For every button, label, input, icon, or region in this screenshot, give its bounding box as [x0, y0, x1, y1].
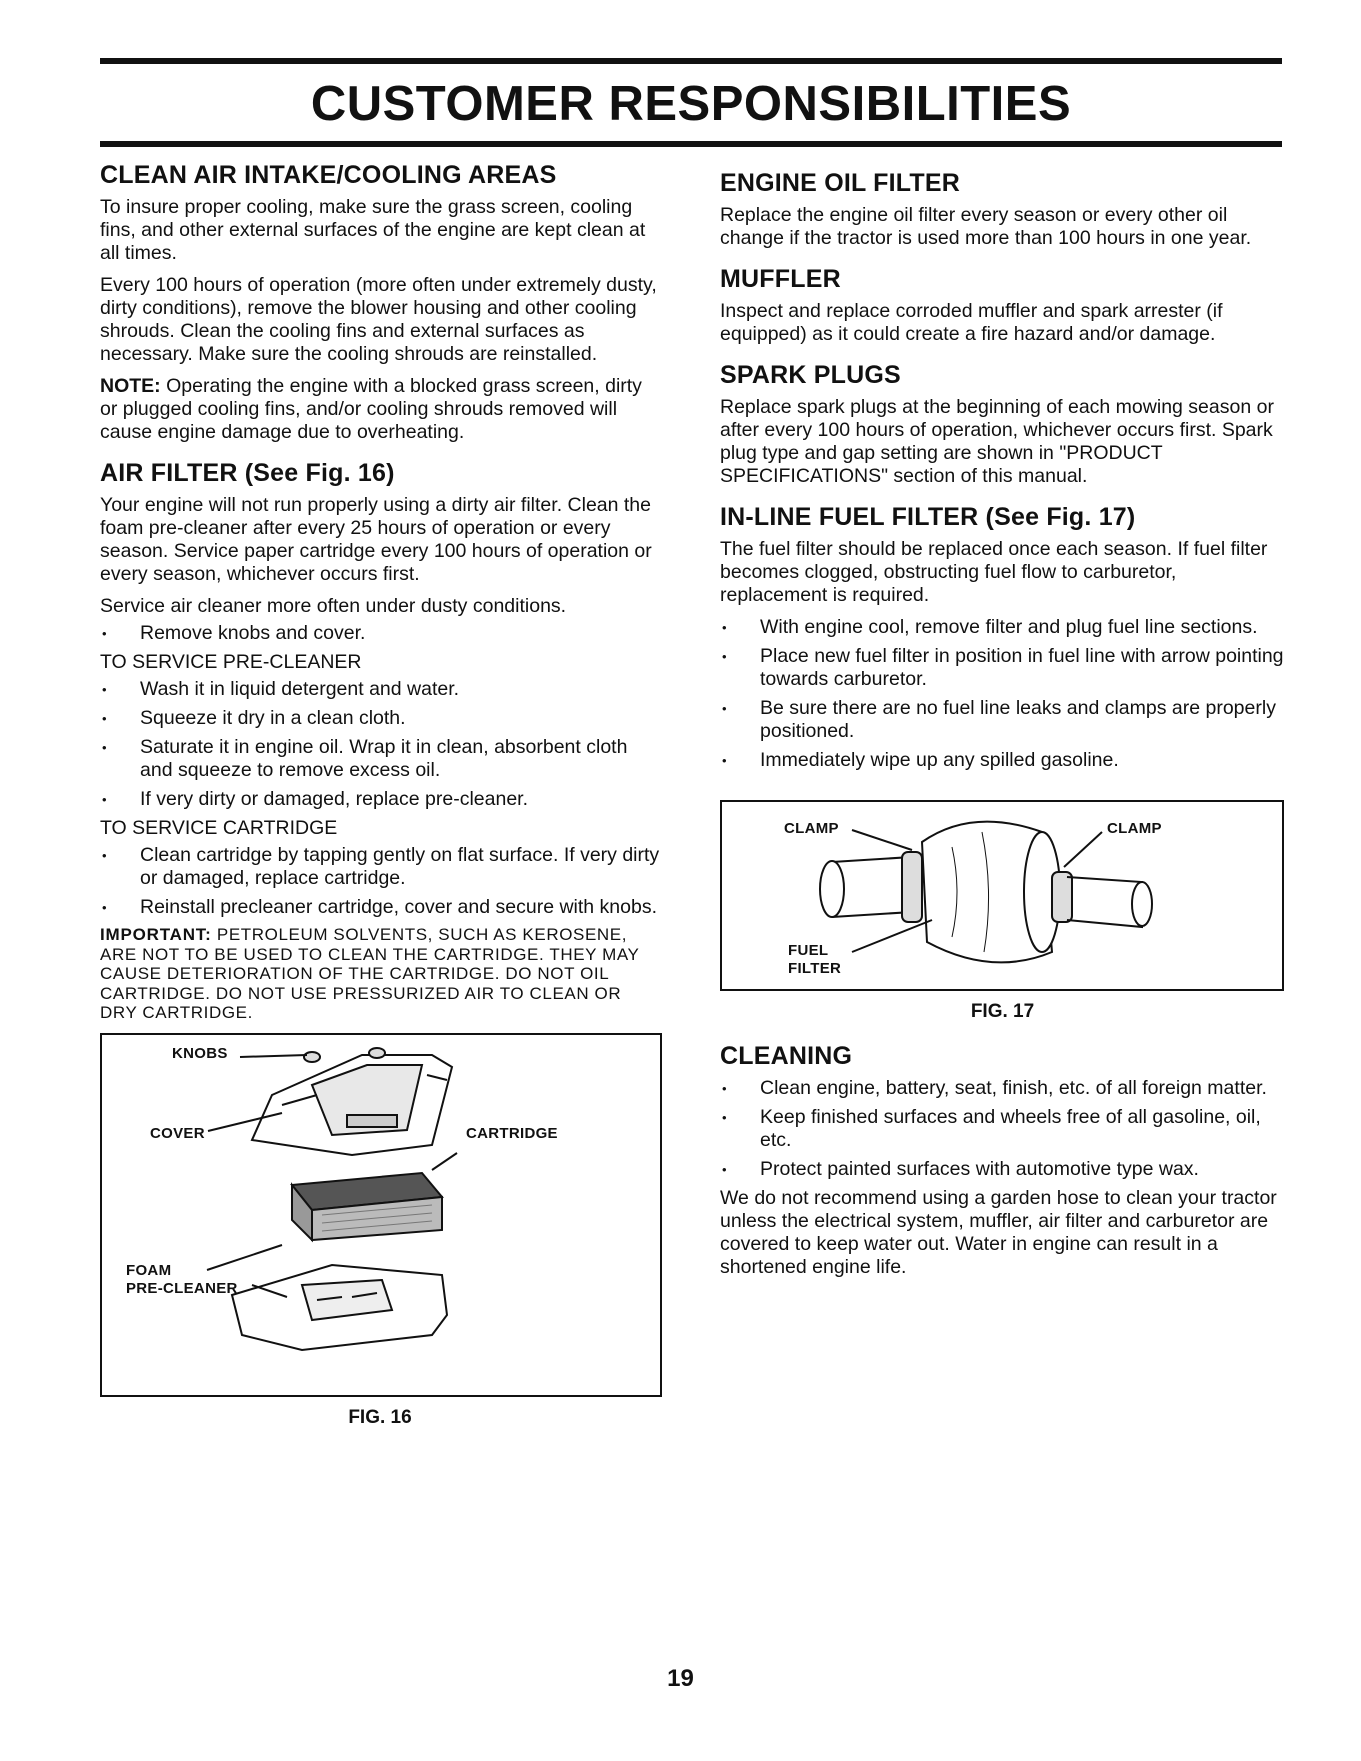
note-label: NOTE:	[100, 375, 161, 397]
section-heading-inline-fuel-filter: IN-LINE FUEL FILTER (See Fig. 17)	[720, 503, 1136, 531]
label-cartridge: CARTRIDGE	[466, 1124, 558, 1142]
air-filter-bullets-1	[100, 622, 660, 645]
list-item: • Squeeze it dry in a clean cloth.	[100, 707, 660, 730]
label-clamp-right: CLAMP	[1107, 820, 1162, 837]
subheading-service-precleaner: TO SERVICE PRE-CLEANER	[100, 651, 362, 673]
right-column	[720, 160, 1285, 1288]
list-item: • Clean cartridge by tapping gently on flat surface. If very dirty or damaged, replace cartridge.	[100, 844, 660, 890]
figure-17-caption: FIG. 17	[970, 1001, 1035, 1022]
oil-filter-paragraph: Replace the engine oil filter every season or every other oil change if the tractor is used more than 100 hours in one year.	[720, 204, 1252, 249]
cleaning-paragraph: We do not recommend using a garden hose to clean your tractor unless the electrical system, muffler, air filter and carburetor are covered to keep water out. Water in engine can result in a shortened engine life.	[720, 1187, 1277, 1278]
list-item: • Remove knobs and cover.	[100, 622, 660, 645]
clean-air-note	[100, 375, 660, 444]
section-heading-cleaning: CLEANING	[720, 1042, 853, 1070]
label-filter: FILTER	[788, 960, 842, 977]
important-label: IMPORTANT:	[100, 925, 212, 944]
section-heading-air-filter: AIR FILTER (See Fig. 16)	[100, 459, 395, 487]
label-clamp-left: CLAMP	[784, 820, 839, 837]
air-filter-paragraph-1: Your engine will not run properly using a dirty air filter. Clean the foam pre-cleaner after every 25 hours of operation or every season. Service paper cartridge every 100 hours of operation or every season, whichever occurs first.	[100, 494, 652, 585]
precleaner-bullets	[100, 678, 660, 811]
air-filter-illustration	[102, 1035, 660, 1395]
page-title: CUSTOMER RESPONSIBILITIES	[310, 77, 1072, 131]
list-item: • Keep finished surfaces and wheels free of all gasoline, oil, etc.	[720, 1106, 1285, 1152]
spark-plugs-paragraph: Replace spark plugs at the beginning of each mowing season or after every 100 hours of operation, whichever occurs first. Spark plug type and gap setting are shown in "PRODUCT SPECIFICATIONS" section of this manual.	[720, 396, 1274, 487]
fuel-filter-bullets	[720, 616, 1285, 772]
clean-air-paragraph-2: Every 100 hours of operation (more often under extremely dusty, dirty conditions), remove the blower housing and other cooling shrouds. Clean the cooling fins and external surfaces as necessary. Make sure the cooling shrouds are reinstalled.	[100, 274, 657, 365]
section-heading-engine-oil-filter: ENGINE OIL FILTER	[720, 169, 960, 197]
cleaning-bullets	[720, 1077, 1285, 1181]
list-item: • With engine cool, remove filter and plug fuel line sections.	[720, 616, 1285, 639]
muffler-paragraph: Inspect and replace corroded muffler and spark arrester (if equipped) as it could create a fire hazard and/or damage.	[720, 300, 1223, 345]
list-item: • Clean engine, battery, seat, finish, etc. of all foreign matter.	[720, 1077, 1285, 1100]
cartridge-bullets	[100, 844, 660, 919]
list-item: • Be sure there are no fuel line leaks and clamps are properly positioned.	[720, 697, 1285, 743]
left-column	[100, 160, 660, 1447]
list-item: • Wash it in liquid detergent and water.	[100, 678, 660, 701]
label-pre-cleaner: PRE-CLEANER	[126, 1279, 238, 1297]
important-warning	[100, 925, 660, 1023]
important-text: PETROLEUM SOLVENTS, SUCH AS KEROSENE, ARE NOT TO BE USED TO CLEAN THE CARTRIDGE. THEY MAY CAUSE DETERIORATION OF THE CARTRIDGE. DO NOT OIL CARTRIDGE. DO NOT USE PRESSURIZED AIR TO CLEAN OR DRY CARTRIDGE.	[100, 925, 640, 1022]
label-knobs: KNOBS	[172, 1044, 228, 1062]
figure-16-caption: FIG. 16	[348, 1406, 412, 1428]
note-text: Operating the engine with a blocked grass screen, dirty or plugged cooling fins, and/or cooling shrouds removed will cause engine damage due to overheating.	[100, 375, 642, 443]
label-cover: COVER	[150, 1124, 205, 1142]
subheading-service-cartridge: TO SERVICE CARTRIDGE	[100, 817, 338, 839]
list-item: • Saturate it in engine oil. Wrap it in clean, absorbent cloth and squeeze to remove excess oil.	[100, 736, 660, 782]
figure-16-air-filter-diagram	[100, 1033, 662, 1397]
list-item: • Reinstall precleaner cartridge, cover and secure with knobs.	[100, 896, 660, 919]
list-item: • Place new fuel filter in position in fuel line with arrow pointing towards carburetor.	[720, 645, 1285, 691]
top-rule	[100, 58, 1282, 64]
page-number: 19	[667, 1665, 694, 1692]
air-filter-paragraph-2: Service air cleaner more often under dusty conditions.	[100, 595, 567, 617]
list-item: • If very dirty or damaged, replace pre-cleaner.	[100, 788, 660, 811]
fuel-filter-paragraph: The fuel filter should be replaced once each season. If fuel filter becomes clogged, obstructing fuel flow to carburetor, replacement is required.	[720, 538, 1268, 606]
figure-17-fuel-filter-diagram	[720, 800, 1284, 991]
title-underline-rule	[100, 141, 1282, 147]
list-item: • Protect painted surfaces with automotive type wax.	[720, 1158, 1285, 1181]
clean-air-paragraph-1: To insure proper cooling, make sure the grass screen, cooling fins, and other external surfaces of the engine are kept clean at all times.	[100, 196, 646, 264]
label-foam: FOAM	[126, 1261, 172, 1279]
label-fuel: FUEL	[788, 942, 829, 959]
section-heading-clean-air: CLEAN AIR INTAKE/COOLING AREAS	[100, 161, 557, 189]
list-item: • Immediately wipe up any spilled gasoline.	[720, 749, 1285, 772]
section-heading-spark-plugs: SPARK PLUGS	[720, 361, 901, 389]
section-heading-muffler: MUFFLER	[720, 265, 841, 293]
